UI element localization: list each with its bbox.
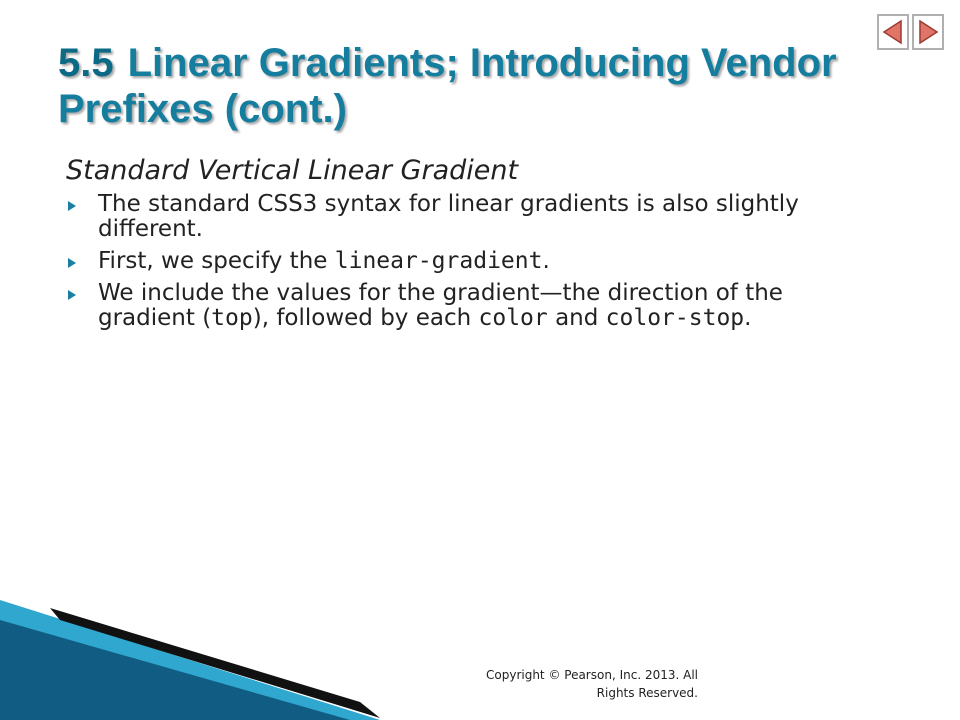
- bullet-triangle-icon: [66, 289, 78, 301]
- right-triangle-icon: [916, 19, 940, 45]
- bullet-item: [66, 192, 866, 242]
- corner-decoration: [0, 590, 380, 720]
- bullet-list: [66, 192, 866, 331]
- section-subheading: Standard Vertical Linear Gradient: [66, 155, 519, 186]
- bullet-text: The standard CSS3 syntax for linear gradients is also slightly different.: [98, 191, 799, 242]
- bullet-text: and: [547, 305, 606, 331]
- code-text: linear-gradient: [334, 248, 543, 274]
- code-text: top: [211, 305, 253, 331]
- bullet-item: [66, 281, 866, 331]
- decoration-dark-wedge: [0, 620, 350, 720]
- bullet-text: .: [542, 248, 550, 274]
- code-text: color: [478, 305, 548, 331]
- code-text: color-stop: [605, 305, 745, 331]
- bullet-triangle-icon: [66, 200, 78, 212]
- slide-title: [58, 40, 918, 132]
- bullet-triangle-icon: [66, 257, 78, 269]
- bullet-text: We include the values for the gradient—the direction of the gradient (: [98, 280, 783, 331]
- bullet-text: ), followed by each: [252, 305, 479, 331]
- slide-body: [66, 152, 866, 338]
- bullet-item: [66, 249, 866, 274]
- slide-title-text: Linear Gradients; Introducing Vendor Prefixes (cont.): [58, 41, 837, 131]
- section-number: 5.5: [58, 41, 114, 85]
- copyright-notice: Copyright © Pearson, Inc. 2013. All Rights Reserved.: [486, 668, 698, 700]
- bullet-text: .: [744, 305, 752, 331]
- bullet-text: First, we specify the: [98, 248, 335, 274]
